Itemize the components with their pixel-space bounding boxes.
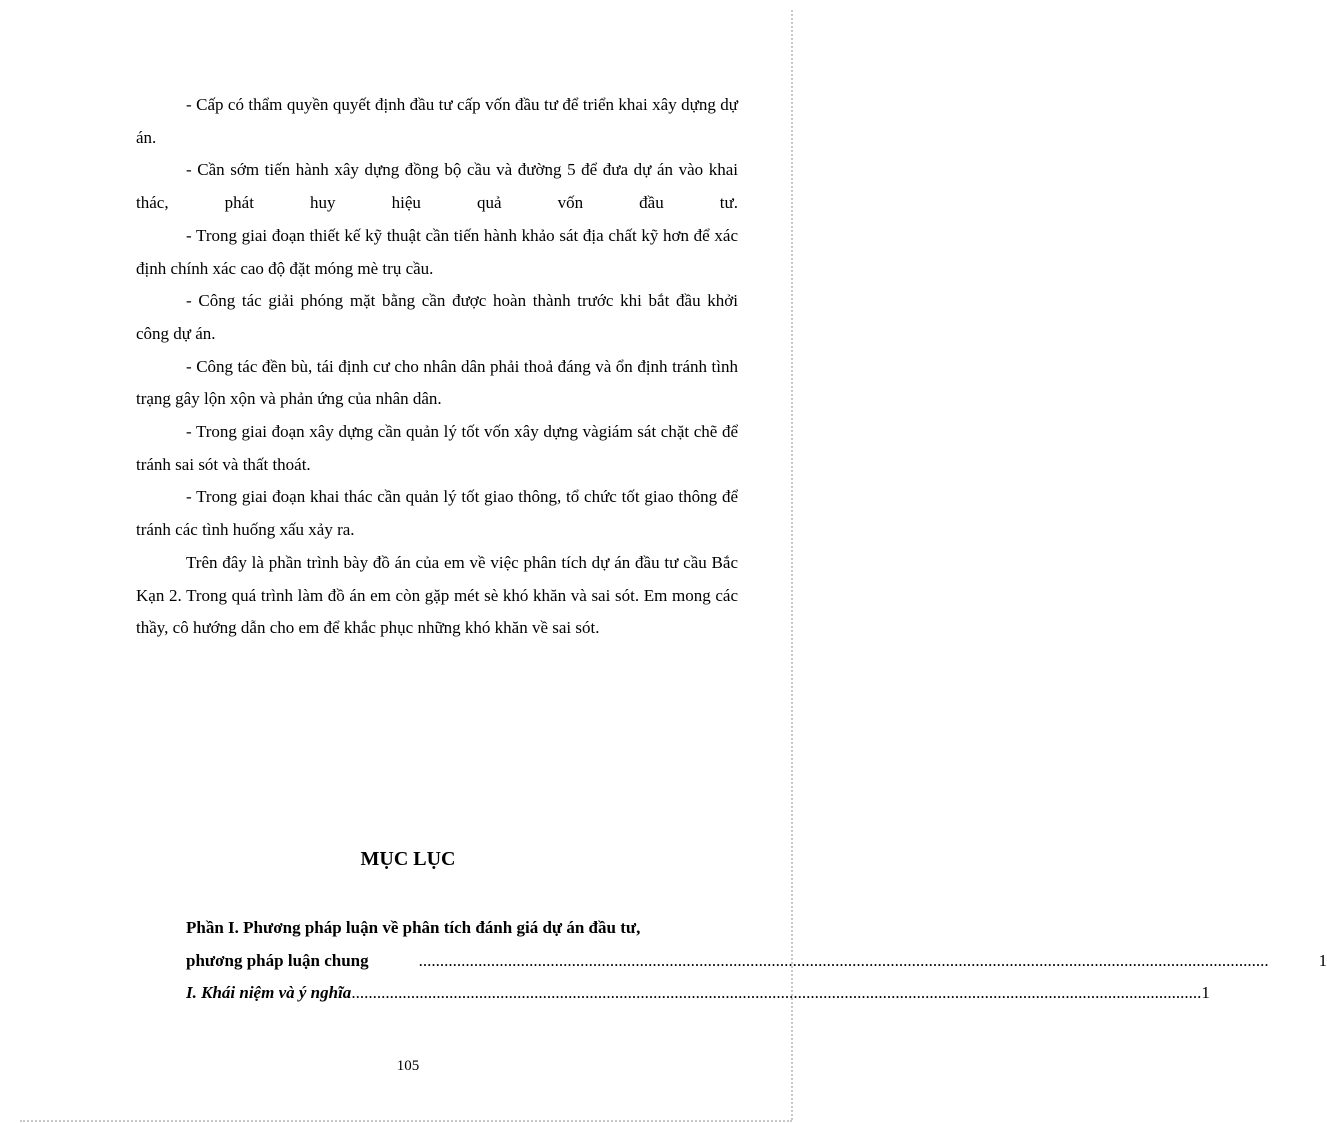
recommendation-paragraph: - Trong giai đoạn khai thác cần quản lý tốt giao thông, tổ chức tốt giao thông để tránh các tình huống xấu xảy ra. [136,487,738,540]
toc-entry-line [136,945,1327,978]
toc-entry-section-1[interactable] [136,977,1210,1010]
toc-entry-text: phương pháp luận chung [186,950,369,970]
toc-page-number: 1 [1318,950,1327,970]
recommendation-paragraph: - Công tác đền bù, tái định cư cho nhân dân phải thoả đáng và ổn định tránh tình trạng gây lộn xộn và phản ứng của nhân dân. [136,356,738,409]
toc-entry-text: Phần I. Phương pháp luận về phân tích đánh giá dự án đầu tư, [186,918,641,937]
page-number: 105 [396,1058,420,1074]
toc-title: MỤC LỤC [360,848,456,870]
body-text [136,89,738,645]
toc-entry-text: I. Khái niệm và ý nghĩa [186,983,352,1003]
toc-leader-dots: ........................................................................................................................................................................................................ [351,983,1202,1003]
recommendation-paragraph: - Cần sớm tiến hành xây dựng đồng bộ cầu và đường 5 để đưa dự án vào khai thác, phát huy hiệu quả vốn đầu tư. [136,160,738,213]
page-border-bottom [20,1120,792,1122]
recommendation-paragraph: - Công tác giải phóng mặt bằng cần được hoàn thành trước khi bắt đầu khởi công dự án. [136,291,738,343]
recommendation-paragraph: - Cấp có thẩm quyền quyết định đầu tư cấp vốn đầu tư để triển khai xây dựng dự án. [136,95,738,147]
recommendation-paragraph: - Trong giai đoạn thiết kế kỹ thuật cần tiến hành khảo sát địa chất kỹ hơn để xác định chính xác cao độ đặt móng mè trụ cầu. [136,225,738,278]
toc-page-number: 1 [1201,983,1210,1003]
toc-leader-dots: ........................................................................................................................................................................................................ [418,950,1269,970]
conclusion-paragraph: Trên đây là phần trình bày đồ án của em về việc phân tích dự án đầu tư cầu Bắc Kạn 2. Trong quá trình làm đồ án em còn gặp mét sè khó khăn và sai sót. Em mong các thầy, cô hướng dẫn cho em để khắc phục những khó khăn về sai sót. [136,552,738,638]
table-of-contents [136,912,1327,1010]
toc-entry-part-1[interactable] [136,912,1327,977]
recommendation-paragraph: - Trong giai đoạn xây dựng cần quản lý tốt vốn xây dựng vàgiám sát chặt chẽ để tránh sai sót và thất thoát. [136,422,738,474]
